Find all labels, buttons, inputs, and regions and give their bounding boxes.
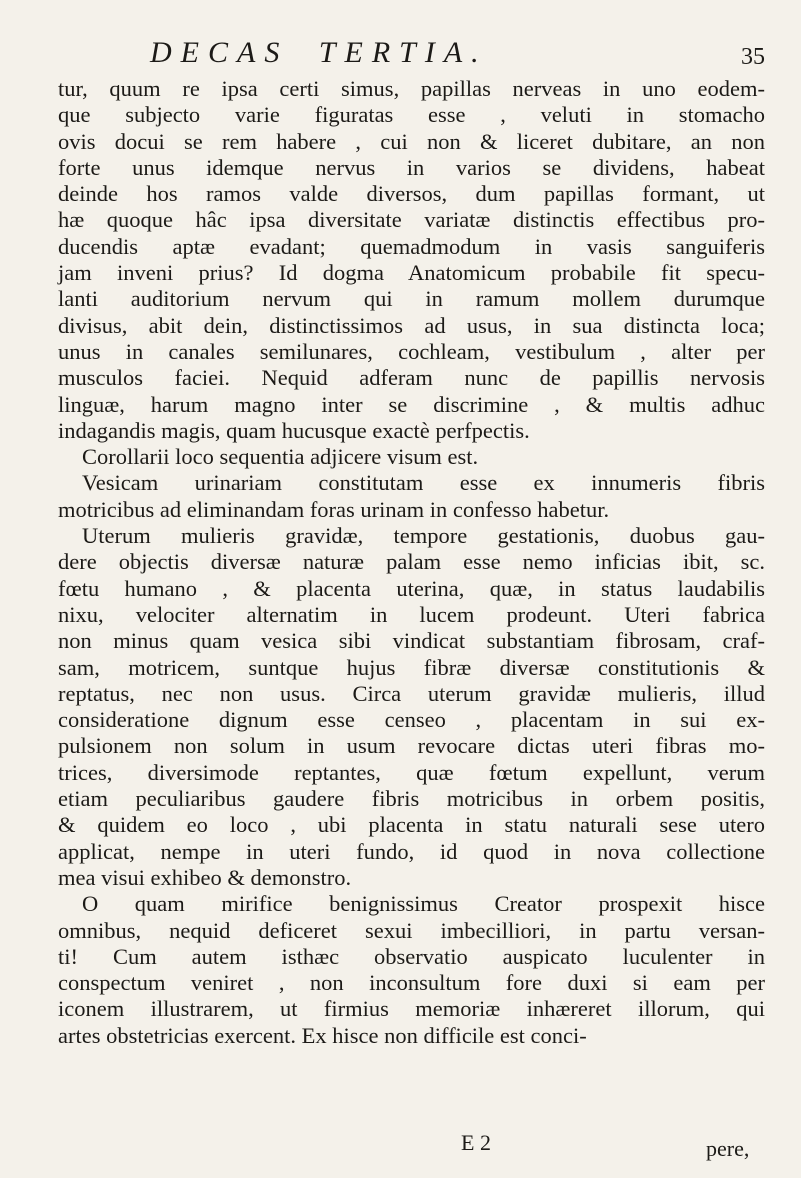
paragraph (58, 470, 765, 523)
text-line: consideratione dignum esse censeo , placentam in sui ex- (58, 707, 765, 733)
signature-mark: E 2 (461, 1130, 491, 1155)
page-header (0, 32, 801, 72)
text-line: pulsionem non solum in usum revocare dictas uteri fibras mo- (58, 733, 765, 759)
text-line: ducendis aptæ evadant; quemadmodum in vasis sanguiferis (58, 233, 765, 259)
text-line: reptatus, nec non usus. Circa uterum gravidæ mulieris, illud (58, 680, 765, 706)
text-line: iconem illustrarem, ut firmius memoriæ inhæreret illorum, qui (58, 996, 765, 1022)
text-line: artes obstetricias exercent. Ex hisce non difficile est conci- (58, 1022, 587, 1048)
running-head: DECAS TERTIA. (150, 36, 488, 69)
text-line: sam, motricem, suntque hujus fibræ diversæ constitutionis & (58, 654, 765, 680)
text-line: mea visui exhibeo & demonstro. (58, 864, 352, 890)
text-line: dere objectis diversæ naturæ palam esse nemo inficias ibit, sc. (58, 549, 765, 575)
text-line: Corollarii loco sequentia adjicere visum est. (82, 444, 479, 470)
catchword: pere, (706, 1136, 750, 1161)
text-line: non minus quam vesica sibi vindicat substantiam fibrosam, craf- (58, 628, 765, 654)
text-line: deinde hos ramos valde diversos, dum papillas formant, ut (58, 181, 765, 207)
page-number: 35 (741, 44, 765, 70)
text-line: fœtu humano , & placenta uterina, quæ, in status laudabilis (58, 575, 765, 601)
text-line: applicat, nempe in uteri fundo, id quod in nova collectione (58, 838, 765, 864)
text-line: tur, quum re ipsa certi simus, papillas nerveas in uno eodem- (58, 76, 765, 101)
text-line: unus in canales semilunares, cochleam, vestibulum , alter per (58, 338, 765, 364)
text-line: omnibus, nequid deficeret sexui imbecilliori, in partu versan- (58, 917, 765, 943)
text-line: linguæ, harum magno inter se discrimine , & multis adhuc (58, 391, 765, 417)
text-line: etiam peculiaribus gaudere fibris motricibus in orbem positis, (58, 786, 765, 812)
text-line: Vesicam urinariam constitutam esse ex innumeris fibris (82, 470, 765, 496)
text-line: indagandis magis, quam hucusque exactè perfpectis. (58, 417, 530, 443)
text-line: hæ quoque hâc ipsa diversitate variatæ distinctis effectibus pro- (58, 207, 765, 233)
paragraph (58, 444, 765, 470)
text-line: Uterum mulieris gravidæ, tempore gestationis, duobus gau- (82, 523, 765, 549)
text-line: jam inveni prius? Id dogma Anatomicum probabile fit specu- (58, 260, 765, 286)
text-line: que subjecto varie figuratas esse , veluti in stomacho (58, 102, 765, 128)
paragraph (58, 891, 765, 1049)
text-line: ovis docui se rem habere , cui non & liceret dubitare, an non (58, 128, 765, 154)
text-line: & quidem eo loco , ubi placenta in statu naturali sese utero (58, 812, 765, 838)
text-line: ti! Cum autem isthæc observatio auspicato luculenter in (58, 943, 765, 969)
text-line: nixu, velociter alternatim in lucem prodeunt. Uteri fabrica (58, 601, 765, 627)
text-line: lanti auditorium nervum qui in ramum mollem durumque (58, 286, 765, 312)
text-line: forte unus idemque nervus in varios se dividens, habeat (58, 154, 765, 180)
paragraph (58, 76, 765, 444)
body-text (58, 76, 765, 1049)
text-line: musculos faciei. Nequid adferam nunc de papillis nervosis (58, 365, 765, 391)
text-line: O quam mirifice benignissimus Creator prospexit hisce (82, 891, 765, 917)
page-footer (0, 1130, 801, 1164)
text-line: divisus, abit dein, distinctissimos ad usus, in sua distincta loca; (58, 312, 765, 338)
text-line: motricibus ad eliminandam foras urinam in confesso habetur. (58, 496, 610, 522)
text-line: trices, diversimode reptantes, quæ fœtum expellunt, verum (58, 759, 765, 785)
text-line: conspectum veniret , non inconsultum fore duxi si eam per (58, 970, 765, 996)
paragraph (58, 523, 765, 891)
